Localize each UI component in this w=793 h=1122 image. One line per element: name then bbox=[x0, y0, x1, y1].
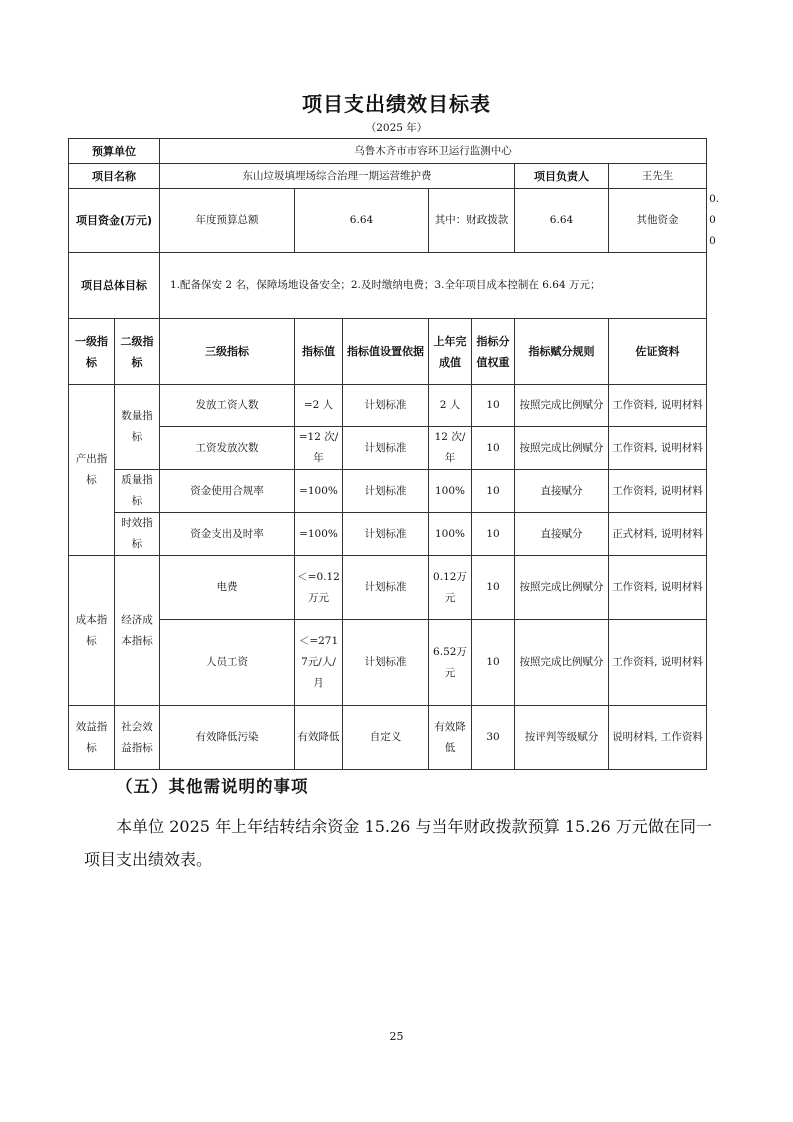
table-row bbox=[69, 513, 707, 556]
row-last-year: 12 次/年 bbox=[429, 427, 472, 470]
row-level3: 发放工资人数 bbox=[160, 385, 295, 427]
row-rule: 按照完成比例赋分 bbox=[515, 427, 609, 470]
performance-target-table bbox=[68, 138, 720, 770]
row-last-year: 2 人 bbox=[429, 385, 472, 427]
table-year: （2025 年） bbox=[365, 122, 428, 134]
level2-quality: 质量指标 bbox=[115, 470, 160, 513]
row-basis: 计划标准 bbox=[343, 556, 429, 620]
row-rule: 直接赋分 bbox=[515, 470, 609, 513]
header-last-year: 上年完成值 bbox=[429, 319, 472, 385]
row-basis: 计划标准 bbox=[343, 385, 429, 427]
row-last-year: 100% bbox=[429, 513, 472, 556]
row-last-year: 0.12万元 bbox=[429, 556, 472, 620]
table-row bbox=[69, 385, 707, 427]
table-row bbox=[69, 164, 707, 189]
overall-goal-label: 项目总体目标 bbox=[69, 253, 160, 319]
level2-quantity: 数量指标 bbox=[115, 385, 160, 470]
row-rule: 按照完成比例赋分 bbox=[515, 556, 609, 620]
row-rule: 直接赋分 bbox=[515, 513, 609, 556]
level1-output: 产出指标 bbox=[69, 385, 115, 556]
project-owner-value: 王先生 bbox=[609, 164, 707, 189]
annual-budget-value: 6.64 bbox=[295, 189, 429, 253]
other-funds-label: 其他资金 bbox=[609, 189, 707, 253]
table-title: 项目支出绩效目标表 bbox=[302, 92, 491, 116]
budget-unit-value: 乌鲁木齐市市容环卫运行监测中心 bbox=[160, 139, 707, 164]
level1-benefit: 效益指标 bbox=[69, 706, 115, 770]
table-row bbox=[69, 427, 707, 470]
row-evidence: 工作资料, 说明材料 bbox=[609, 385, 707, 427]
table-row bbox=[69, 620, 707, 706]
level2-social-benefit: 社会效益指标 bbox=[115, 706, 160, 770]
row-level3: 资金支出及时率 bbox=[160, 513, 295, 556]
level1-cost: 成本指标 bbox=[69, 556, 115, 706]
row-basis: 计划标准 bbox=[343, 620, 429, 706]
row-level3: 人员工资 bbox=[160, 620, 295, 706]
row-evidence: 工作资料, 说明材料 bbox=[609, 427, 707, 470]
row-level3: 电费 bbox=[160, 556, 295, 620]
row-level3: 资金使用合规率 bbox=[160, 470, 295, 513]
table-row bbox=[69, 556, 707, 620]
row-evidence: 说明材料, 工作资料 bbox=[609, 706, 707, 770]
row-basis: 计划标准 bbox=[343, 470, 429, 513]
page-number: 25 bbox=[389, 1030, 404, 1043]
row-level3: 有效降低污染 bbox=[160, 706, 295, 770]
header-weight: 指标分值权重 bbox=[472, 319, 515, 385]
row-evidence: 工作资料, 说明材料 bbox=[609, 470, 707, 513]
table-row bbox=[69, 470, 707, 513]
table-row bbox=[69, 139, 707, 164]
table-row bbox=[69, 706, 707, 770]
project-name-label: 项目名称 bbox=[69, 164, 160, 189]
section-heading: （五）其他需说明的事项 bbox=[116, 777, 309, 796]
row-weight: 10 bbox=[472, 470, 515, 513]
row-level3: 工资发放次数 bbox=[160, 427, 295, 470]
header-rule: 指标赋分规则 bbox=[515, 319, 609, 385]
header-level2: 二级指标 bbox=[115, 319, 160, 385]
row-rule: 按照完成比例赋分 bbox=[515, 620, 609, 706]
row-rule: 按评判等级赋分 bbox=[515, 706, 609, 770]
row-weight: 10 bbox=[472, 427, 515, 470]
row-value: =100% bbox=[295, 470, 343, 513]
row-value: =12 次/年 bbox=[295, 427, 343, 470]
project-funds-label: 项目资金(万元) bbox=[69, 189, 160, 253]
row-value: =100% bbox=[295, 513, 343, 556]
project-owner-label: 项目负责人 bbox=[515, 164, 609, 189]
header-level3: 三级指标 bbox=[160, 319, 295, 385]
row-last-year: 6.52万元 bbox=[429, 620, 472, 706]
header-evidence: 佐证资料 bbox=[609, 319, 707, 385]
row-evidence: 工作资料, 说明材料 bbox=[609, 556, 707, 620]
level2-economic-cost: 经济成本指标 bbox=[115, 556, 160, 706]
row-basis: 计划标准 bbox=[343, 513, 429, 556]
row-basis: 计划标准 bbox=[343, 427, 429, 470]
row-value: =2 人 bbox=[295, 385, 343, 427]
row-weight: 10 bbox=[472, 620, 515, 706]
table-row: 项目资金(万元) 年度预算总额 6.64 其中：财政拨款 6.64 其他资金 0.00 bbox=[69, 189, 707, 253]
row-weight: 10 bbox=[472, 385, 515, 427]
table-header-row bbox=[69, 319, 707, 385]
row-evidence: 工作资料, 说明材料 bbox=[609, 620, 707, 706]
level2-timeliness: 时效指标 bbox=[115, 513, 160, 556]
row-last-year: 100% bbox=[429, 470, 472, 513]
row-value: ＜=2717元/人/月 bbox=[295, 620, 343, 706]
row-weight: 30 bbox=[472, 706, 515, 770]
fiscal-appropriation-value: 6.64 bbox=[515, 189, 609, 253]
header-level1: 一级指标 bbox=[69, 319, 115, 385]
fiscal-appropriation-label: 其中：财政拨款 bbox=[429, 189, 515, 253]
section-paragraph: 本单位 2025 年上年结转结余资金 15.26 与当年财政拨款预算 15.26 万元做在同一项目支出绩效表。 bbox=[84, 817, 712, 869]
row-weight: 10 bbox=[472, 556, 515, 620]
header-value: 指标值 bbox=[295, 319, 343, 385]
row-basis: 自定义 bbox=[343, 706, 429, 770]
budget-unit-label: 预算单位 bbox=[69, 139, 160, 164]
project-name-value: 东山垃圾填埋场综合治理一期运营维护费 bbox=[160, 164, 515, 189]
overall-goal-value: 1.配备保安 2 名，保障场地设备安全；2.及时缴纳电费；3.全年项目成本控制在 6.64 万元； bbox=[160, 253, 707, 319]
annual-budget-label: 年度预算总额 bbox=[160, 189, 295, 253]
header-basis: 指标值设置依据 bbox=[343, 319, 429, 385]
table-row bbox=[69, 253, 707, 319]
row-last-year: 有效降低 bbox=[429, 706, 472, 770]
row-value: ＜=0.12万元 bbox=[295, 556, 343, 620]
row-weight: 10 bbox=[472, 513, 515, 556]
row-rule: 按照完成比例赋分 bbox=[515, 385, 609, 427]
row-evidence: 正式材料, 说明材料 bbox=[609, 513, 707, 556]
row-value: 有效降低 bbox=[295, 706, 343, 770]
